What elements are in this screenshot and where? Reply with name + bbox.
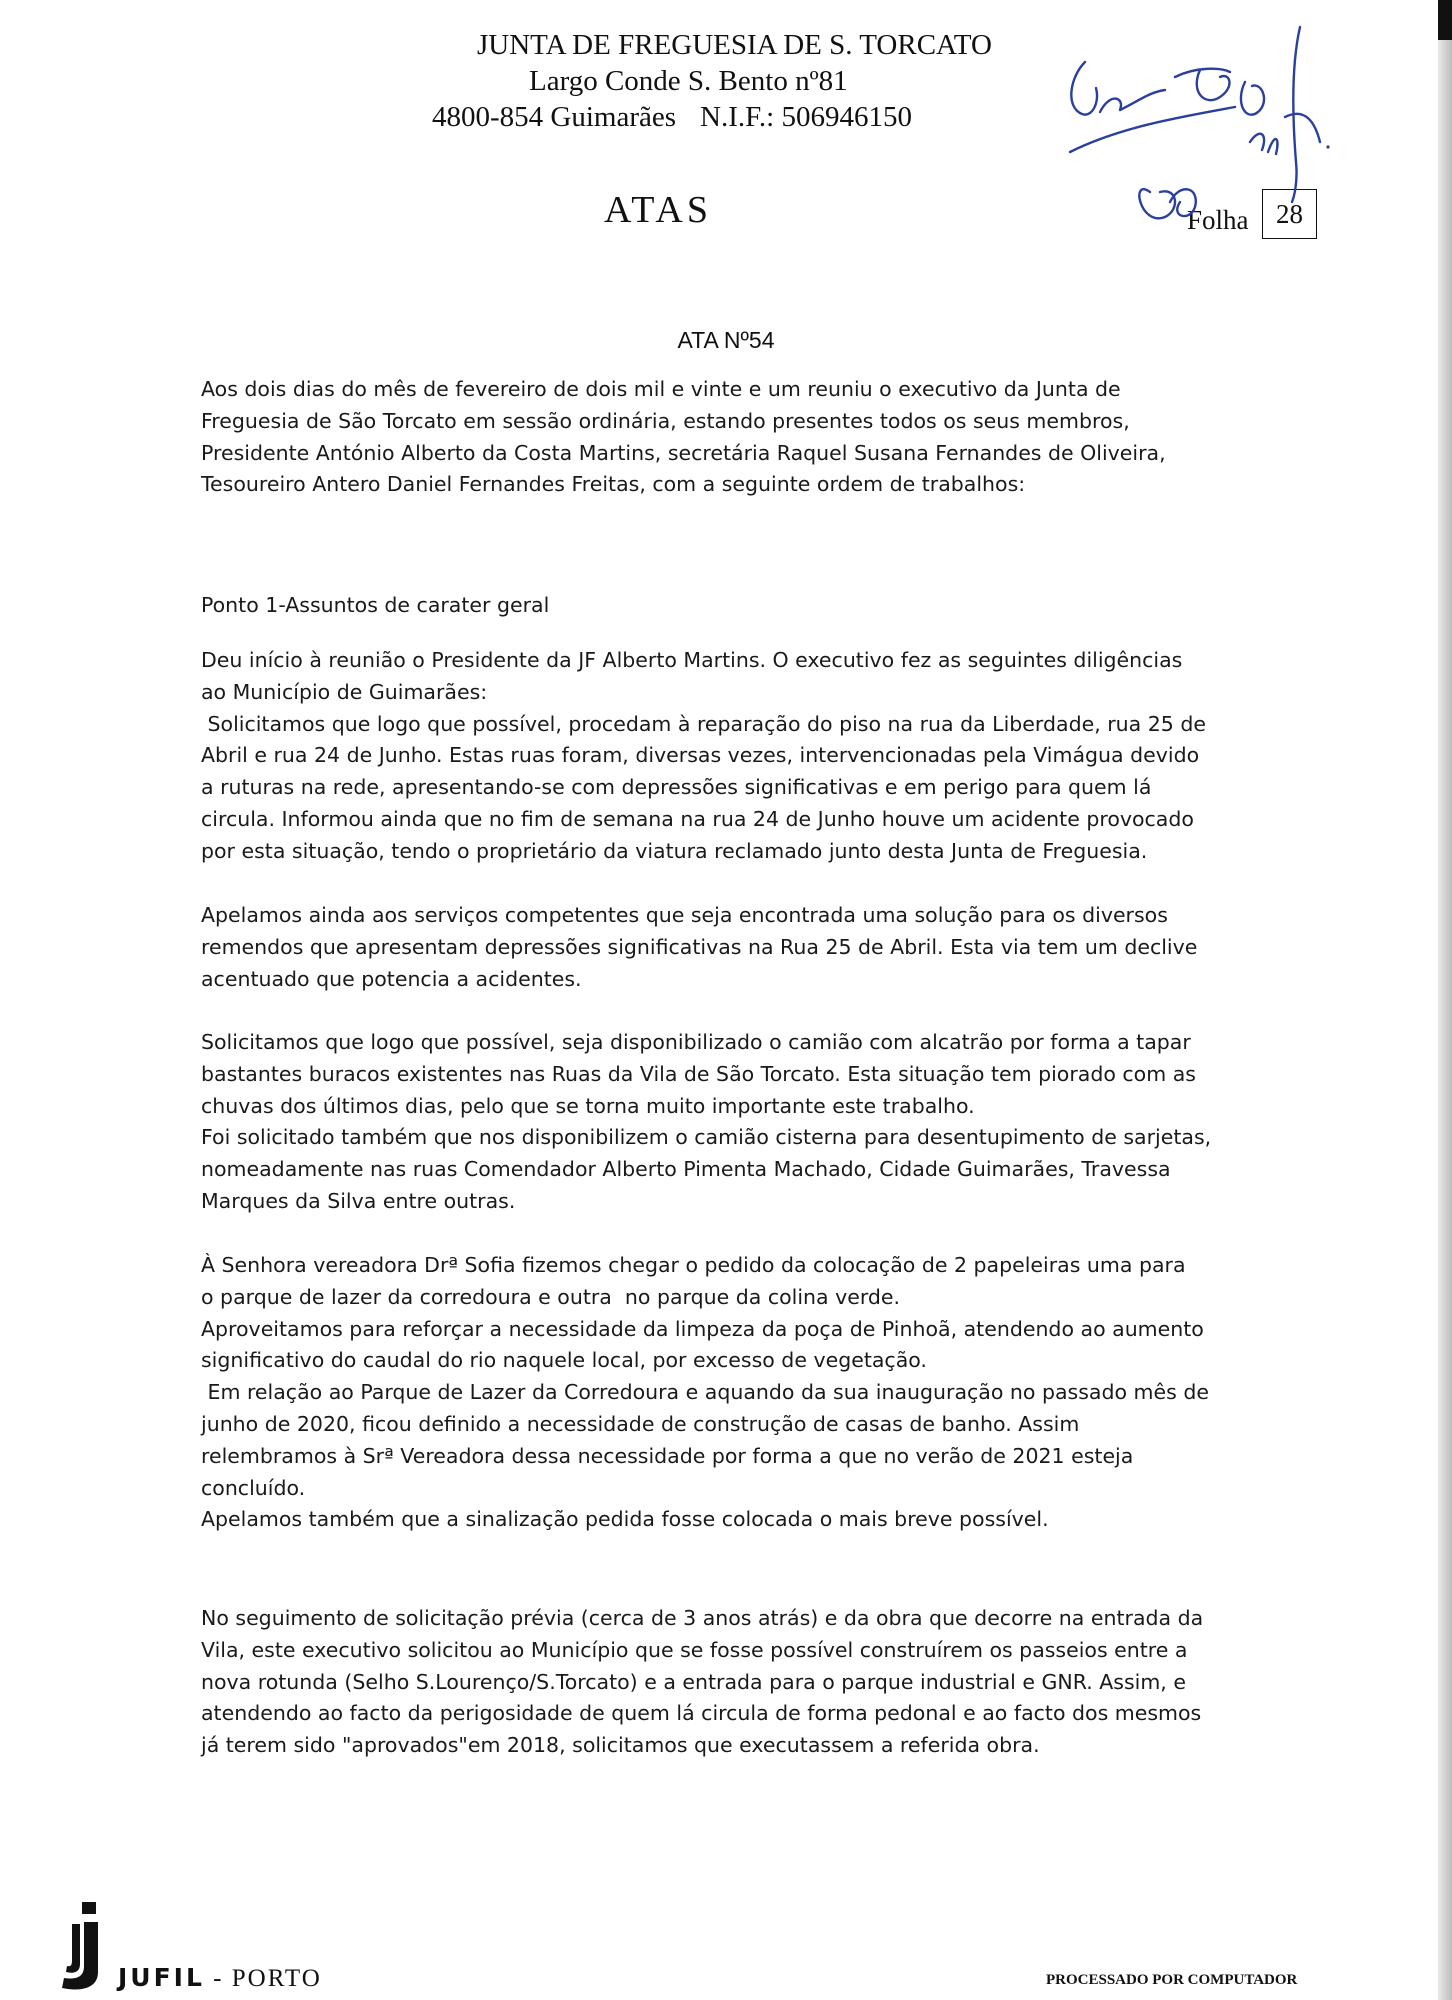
text-line: Presidente António Alberto da Costa Martins, secretária Raquel Susana Fernandes de Oliveira, [201, 440, 1166, 465]
text-line: ao Município de Guimarães: [201, 679, 488, 704]
text-line: remendos que apresentam depressões significativas na Rua 25 de Abril. Esta via tem um declive [201, 934, 1198, 959]
text-line: por esta situação, tendo o proprietário da viatura reclamado junto desta Junta de Freguesia. [201, 838, 1148, 863]
header-nif: N.I.F.: 506946150 [700, 101, 912, 133]
footer-processed-label: PROCESSADO POR COMPUTADOR [1046, 1972, 1298, 1988]
text-line: Freguesia de São Torcato em sessão ordinária, estando presentes todos os seus membros, [201, 408, 1130, 433]
header-org-name: JUNTA DE FREGUESIA DE S. TORCATO [477, 29, 992, 61]
text-line: significativo do caudal do rio naquele local, por excesso de vegetação. [201, 1348, 927, 1373]
paragraph-5 [201, 1603, 1209, 1762]
paragraph-3 [201, 1027, 1212, 1218]
text-line: Apelamos ainda aos serviços competentes que seja encontrada uma solução para os diversos [201, 903, 1168, 927]
document-type-title: ATAS [604, 189, 712, 231]
handwritten-signature [1030, 22, 1350, 242]
text-line: nomeadamente nas ruas Comendador Alberto Pimenta Machado, Cidade Guimarães, Travessa [201, 1157, 1171, 1182]
folha-number: 28 [1276, 198, 1303, 229]
ata-number-title: ATA Nº54 [677, 327, 775, 353]
text-line: a ruturas na rede, apresentando-se com depressões significativas e em perigo para quem lá [201, 775, 1152, 800]
intro-paragraph [201, 374, 1209, 501]
text-line: nova rotunda (Selho S.Lourenço/S.Torcato) e a entrada para o parque industrial e GNR. Assim, e [201, 1669, 1186, 1694]
text-line: Foi solicitado também que nos disponibilizem o camião cisterna para desentupimento de sarjetas, [201, 1125, 1212, 1150]
text-line: acentuado que potencia a acidentes. [201, 966, 582, 991]
text-line: Apelamos também que a sinalização pedida fosse colocada o mais breve possível. [201, 1507, 1049, 1532]
header-postal-code: 4800-854 Guimarães [432, 101, 677, 133]
text-line: já terem sido "aprovados"em 2018, solicitamos que executassem a referida obra. [201, 1733, 1040, 1758]
scan-edge [1438, 0, 1452, 2000]
text-line: atendendo ao facto da perigosidade de quem lá circula de forma pedonal e ao facto dos mesmos [201, 1701, 1202, 1726]
ponto-heading [201, 590, 1209, 622]
footer-brand [118, 1963, 322, 1993]
text-line: Solicitamos que logo que possível, procedam à reparação do piso na rua da Liberdade, rua 25 de [201, 711, 1206, 736]
text-line: Solicitamos que logo que possível, seja disponibilizado o camião com alcatrão por forma a tapar [201, 1030, 1191, 1054]
text-line: circula. Informou ainda que no fim de semana na rua 24 de Junho houve um acidente provocado [201, 806, 1194, 831]
text-line: bastantes buracos existentes nas Ruas da Vila de São Torcato. Esta situação tem piorado com as [201, 1061, 1196, 1086]
text-line: À Senhora vereadora Drª Sofia fizemos chegar o pedido da colocação de 2 papeleiras uma para [201, 1253, 1186, 1277]
text-line: chuvas dos últimos dias, pelo que se torna muito importante este trabalho. [201, 1093, 975, 1118]
text-line: relembramos à Srª Vereadora dessa necessidade por forma a que no verão de 2021 esteja [201, 1443, 1134, 1468]
text-line: Deu início à reunião o Presidente da JF Alberto Martins. O executivo fez as seguintes diligências [201, 648, 1183, 672]
folha-label: Folha [1187, 205, 1249, 235]
text-line: No seguimento de solicitação prévia (cerca de 3 anos atrás) e da obra que decorre na entrada da [201, 1606, 1204, 1630]
footer-brand-name: JUFIL [118, 1963, 205, 1992]
text-line: junho de 2020, ficou definido a necessidade de construção de casas de banho. Assim [201, 1411, 1080, 1436]
text-line: Aproveitamos para reforçar a necessidade da limpeza da poça de Pinhoã, atendendo ao aumento [201, 1316, 1204, 1341]
text-line: Em relação ao Parque de Lazer da Corredoura e aquando da sua inauguração no passado mês de [201, 1380, 1209, 1405]
text-line: Aos dois dias do mês de fevereiro de dois mil e vinte e um reuniu o executivo da Junta de [201, 377, 1121, 401]
ponto-heading-number: Ponto 1 [201, 593, 279, 617]
text-line: Vila, este executivo solicitou ao Município que se fosse possível construírem os passeios entre a [201, 1637, 1188, 1662]
text-line: Abril e rua 24 de Junho. Estas ruas foram, diversas vezes, intervencionadas pela Vimágua devido [201, 743, 1200, 768]
text-line: concluído. [201, 1475, 306, 1500]
paragraph-2 [201, 900, 1209, 995]
header-address: Largo Conde S. Bento nº81 [529, 65, 848, 97]
ponto-heading-text: -Assuntos de carater geral [278, 593, 550, 617]
paragraph-1 [201, 645, 1209, 868]
paragraph-4 [201, 1250, 1209, 1536]
footer-brand-city: - PORTO [204, 1965, 322, 1992]
scan-notch [1438, 0, 1452, 40]
text-line: Marques da Silva entre outras. [201, 1188, 516, 1213]
text-line: o parque de lazer da corredoura e outra no parque da colina verde. [201, 1284, 901, 1309]
text-line: Tesoureiro Antero Daniel Fernandes Freitas, com a seguinte ordem de trabalhos: [201, 472, 1026, 497]
